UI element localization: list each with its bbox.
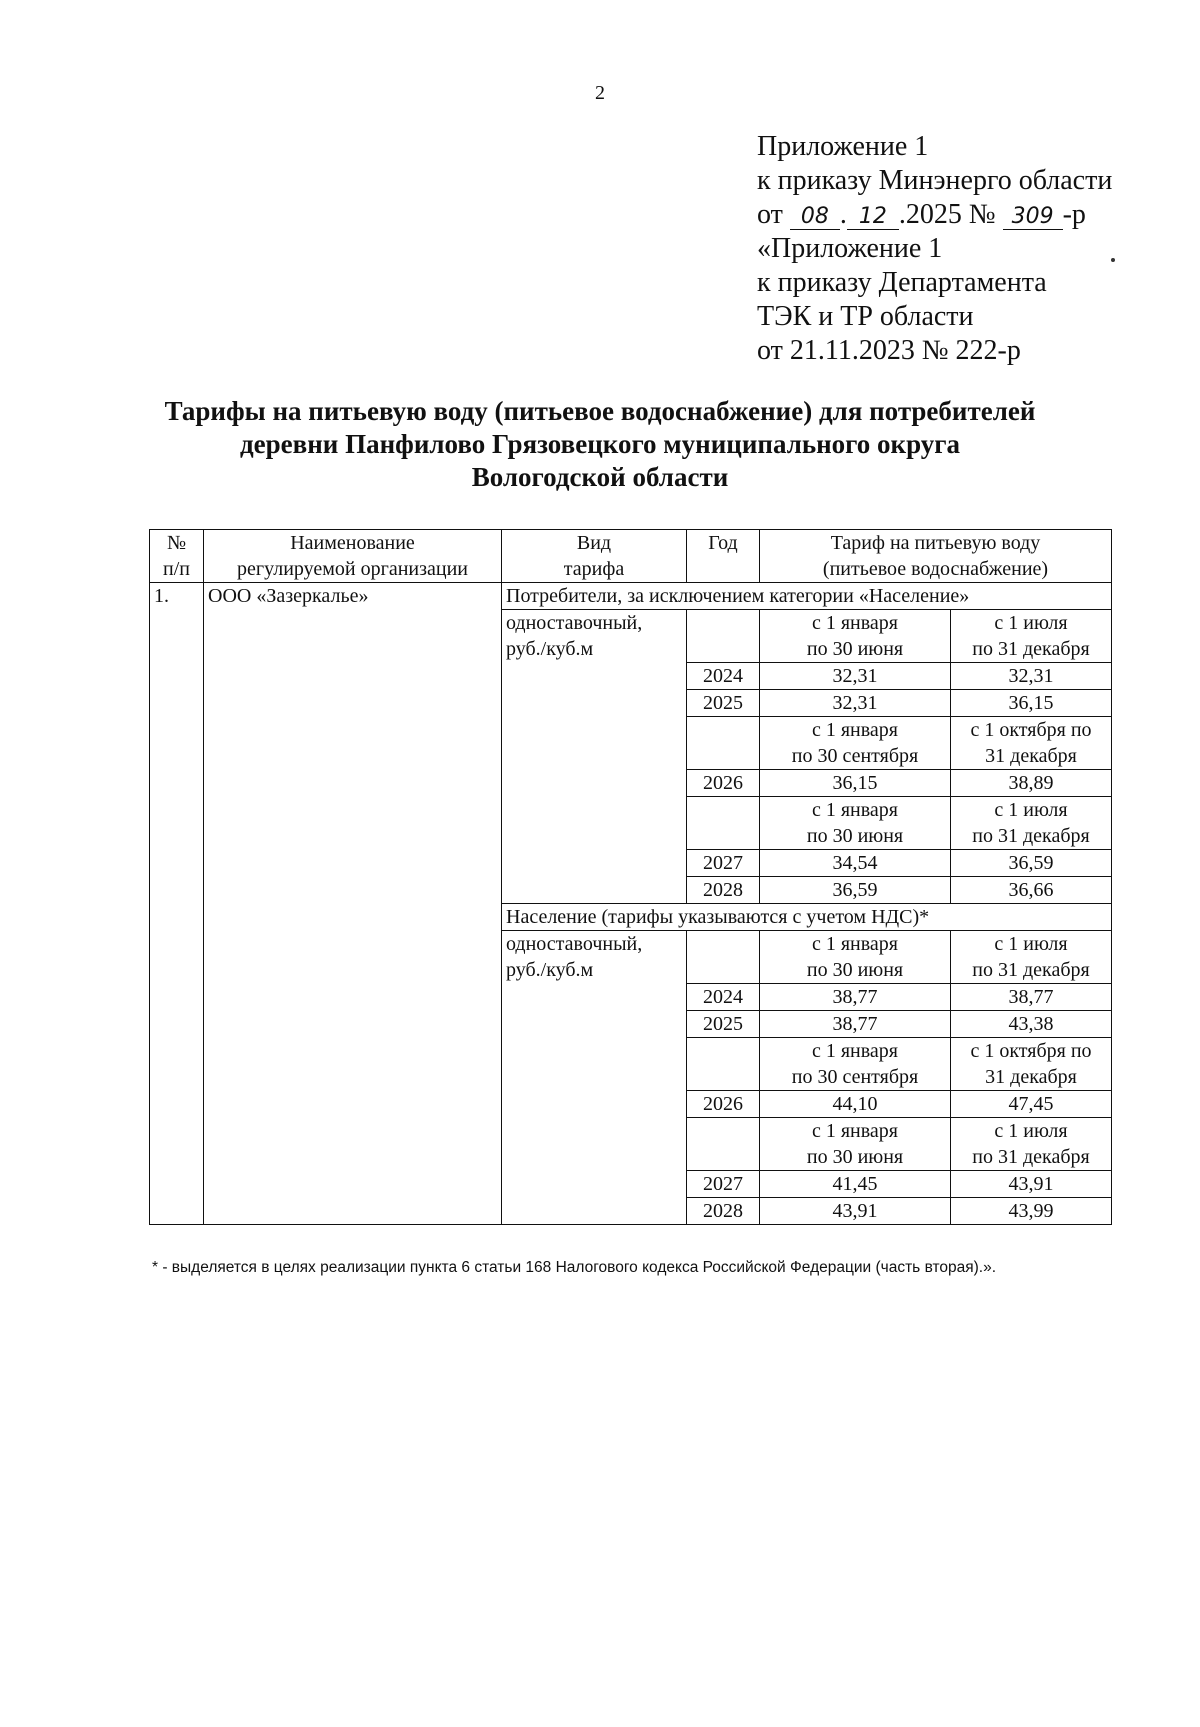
table-cell xyxy=(951,877,1112,904)
cell-text: 2025 xyxy=(703,692,743,714)
cell-text: 43,91 xyxy=(1008,1173,1054,1195)
cell-line: по 31 декабря xyxy=(972,825,1090,847)
table-cell xyxy=(760,530,1112,583)
cell-line: одноставочный, xyxy=(506,933,643,955)
table-cell xyxy=(760,931,951,984)
cell-line: с 1 января xyxy=(811,719,899,741)
handwritten-day: 08 xyxy=(790,205,840,230)
table-cell xyxy=(687,1038,760,1091)
table-cell xyxy=(760,690,951,717)
cell-text: 32,31 xyxy=(832,665,878,687)
cell-line: по 30 июня xyxy=(806,959,904,981)
stray-dot xyxy=(1111,258,1115,262)
table-cell xyxy=(951,690,1112,717)
table-cell xyxy=(951,1198,1112,1225)
cell-text: Год xyxy=(708,532,738,554)
cell-line: с 1 января xyxy=(811,612,899,634)
order-year: .2025 № xyxy=(898,199,1003,230)
section-title-row xyxy=(150,583,1112,610)
table-cell xyxy=(687,1171,760,1198)
table-cell xyxy=(687,717,760,770)
cell-line: одноставочный, xyxy=(506,612,643,634)
cell-line: по 30 июня xyxy=(806,1146,904,1168)
table-cell xyxy=(760,610,951,663)
cell-text: 43,38 xyxy=(1008,1013,1054,1035)
table-header-row xyxy=(150,530,1112,583)
handwritten-order-number: 309 xyxy=(1003,205,1063,230)
appendix-line: к приказу Минэнерго области xyxy=(757,165,1113,196)
table-cell xyxy=(687,850,760,877)
table-cell xyxy=(951,850,1112,877)
table-cell xyxy=(687,1011,760,1038)
table-cell xyxy=(687,530,760,583)
cell-text: 2026 xyxy=(703,772,743,794)
table-cell xyxy=(951,1038,1112,1091)
table-cell xyxy=(760,850,951,877)
cell-line: руб./куб.м xyxy=(506,638,594,660)
table-cell xyxy=(687,931,760,984)
table-cell xyxy=(760,1038,951,1091)
table-cell xyxy=(951,717,1112,770)
cell-line: регулируемой организации xyxy=(237,558,468,580)
cell-line: Тариф на питьевую воду xyxy=(830,532,1041,554)
table-cell xyxy=(502,904,1112,931)
table-cell xyxy=(687,1118,760,1171)
cell-text: 43,91 xyxy=(832,1200,878,1222)
tariff-table xyxy=(149,529,1112,1225)
cell-line: с 1 января xyxy=(811,933,899,955)
cell-line: с 1 октября по xyxy=(970,719,1092,741)
cell-line: Вид xyxy=(576,532,612,554)
cell-text: 2028 xyxy=(703,879,743,901)
cell-text: 2027 xyxy=(703,1173,743,1195)
cell-line: тарифа xyxy=(563,558,625,580)
cell-line: по 31 декабря xyxy=(972,638,1090,660)
cell-text: 36,59 xyxy=(1008,852,1054,874)
table-cell xyxy=(760,1198,951,1225)
appendix-order-date-line xyxy=(757,198,1112,232)
cell-line: с 1 октября по xyxy=(970,1040,1092,1062)
title-line: деревни Панфилово Грязовецкого муниципального округа xyxy=(240,429,960,459)
cell-text: 44,10 xyxy=(832,1093,878,1115)
table-cell xyxy=(150,583,204,1225)
cell-text: 43,99 xyxy=(1008,1200,1054,1222)
table-cell xyxy=(760,1011,951,1038)
cell-text: 38,77 xyxy=(832,1013,878,1035)
cell-text: 2026 xyxy=(703,1093,743,1115)
table-cell xyxy=(760,1118,951,1171)
table-cell xyxy=(687,877,760,904)
table-cell xyxy=(951,1091,1112,1118)
cell-text: 32,31 xyxy=(832,692,878,714)
cell-line: 31 декабря xyxy=(985,745,1077,767)
table-cell xyxy=(687,1198,760,1225)
cell-text: 34,54 xyxy=(832,852,878,874)
cell-line: по 30 сентября xyxy=(791,1066,919,1088)
cell-line: (питьевое водоснабжение) xyxy=(822,558,1049,580)
document-title xyxy=(100,395,1100,494)
appendix-line: к приказу Департамента xyxy=(757,267,1047,298)
table-cell xyxy=(760,717,951,770)
cell-text: 2024 xyxy=(703,665,743,687)
cell-line: с 1 января xyxy=(811,1120,899,1142)
appendix-line: от 21.11.2023 № 222-р xyxy=(757,335,1021,366)
cell-line: с 1 января xyxy=(811,799,899,821)
cell-text: 47,45 xyxy=(1008,1093,1054,1115)
cell-text: 36,59 xyxy=(832,879,878,901)
cell-line: Наименование xyxy=(290,532,415,554)
table-cell xyxy=(951,610,1112,663)
table-cell xyxy=(502,610,687,904)
cell-text: 36,66 xyxy=(1008,879,1054,901)
cell-line: с 1 июля xyxy=(994,799,1068,821)
cell-line: № xyxy=(166,532,187,554)
title-line: Тарифы на питьевую воду (питьевое водоснабжение) для потребителей xyxy=(164,396,1036,426)
cell-text: 32,31 xyxy=(1008,665,1054,687)
appendix-line: Приложение 1 xyxy=(757,131,929,162)
cell-text: 36,15 xyxy=(832,772,878,794)
cell-text: 2027 xyxy=(703,852,743,874)
table-cell xyxy=(951,663,1112,690)
table-cell xyxy=(951,1118,1112,1171)
handwritten-month: 12 xyxy=(847,205,899,230)
cell-text: Население (тарифы указываются с учетом НДС)* xyxy=(506,906,930,928)
table-cell xyxy=(204,583,502,1225)
table-cell xyxy=(687,690,760,717)
cell-line: по 31 декабря xyxy=(972,959,1090,981)
cell-line: руб./куб.м xyxy=(506,959,594,981)
table-cell xyxy=(687,1091,760,1118)
table-cell xyxy=(760,984,951,1011)
table-cell xyxy=(687,797,760,850)
appendix-line: «Приложение 1 xyxy=(757,233,943,264)
cell-line: по 30 июня xyxy=(806,638,904,660)
table-cell xyxy=(502,583,1112,610)
table-cell xyxy=(687,663,760,690)
table-cell xyxy=(502,530,687,583)
table-cell xyxy=(760,797,951,850)
cell-text: 2028 xyxy=(703,1200,743,1222)
cell-text: 41,45 xyxy=(832,1173,878,1195)
table-cell xyxy=(951,1171,1112,1198)
table-cell xyxy=(951,770,1112,797)
table-cell xyxy=(204,530,502,583)
table-cell xyxy=(687,984,760,1011)
cell-line: по 30 сентября xyxy=(791,745,919,767)
table-cell xyxy=(951,984,1112,1011)
table-cell xyxy=(760,877,951,904)
order-prefix: от xyxy=(757,199,790,230)
cell-text: 2025 xyxy=(703,1013,743,1035)
cell-line: с 1 июля xyxy=(994,612,1068,634)
cell-line: по 31 декабря xyxy=(972,1146,1090,1168)
page-number: 2 xyxy=(595,82,605,104)
cell-text: 1. xyxy=(154,585,169,607)
order-suffix: -р xyxy=(1062,199,1086,230)
cell-line: п/п xyxy=(163,558,190,580)
table-cell xyxy=(150,530,204,583)
table-cell xyxy=(760,770,951,797)
table-cell xyxy=(951,931,1112,984)
cell-text: ООО «Зазеркалье» xyxy=(208,585,369,607)
table-cell xyxy=(760,1091,951,1118)
appendix-line: ТЭК и ТР области xyxy=(757,301,974,332)
table-cell xyxy=(951,1011,1112,1038)
cell-text: 38,77 xyxy=(832,986,878,1008)
table-cell xyxy=(951,797,1112,850)
table-cell xyxy=(502,931,687,1225)
cell-line: по 30 июня xyxy=(806,825,904,847)
cell-text: 2024 xyxy=(703,986,743,1008)
table-cell xyxy=(760,1171,951,1198)
cell-text: Потребители, за исключением категории «Население» xyxy=(506,585,970,607)
cell-line: с 1 июля xyxy=(994,933,1068,955)
cell-line: с 1 января xyxy=(811,1040,899,1062)
cell-text: 38,77 xyxy=(1008,986,1054,1008)
appendix-block xyxy=(757,130,1112,368)
date-separator: . xyxy=(839,199,847,230)
table-cell xyxy=(760,663,951,690)
table-cell xyxy=(687,610,760,663)
table-cell xyxy=(687,770,760,797)
cell-line: 31 декабря xyxy=(985,1066,1077,1088)
cell-text: 36,15 xyxy=(1008,692,1054,714)
cell-text: 38,89 xyxy=(1008,772,1054,794)
title-line: Вологодской области xyxy=(471,462,729,492)
cell-line: с 1 июля xyxy=(994,1120,1068,1142)
footnote: * - выделяется в целях реализации пункта 6 статьи 168 Налогового кодекса Российской Федерации (часть вторая).». xyxy=(152,1259,997,1276)
